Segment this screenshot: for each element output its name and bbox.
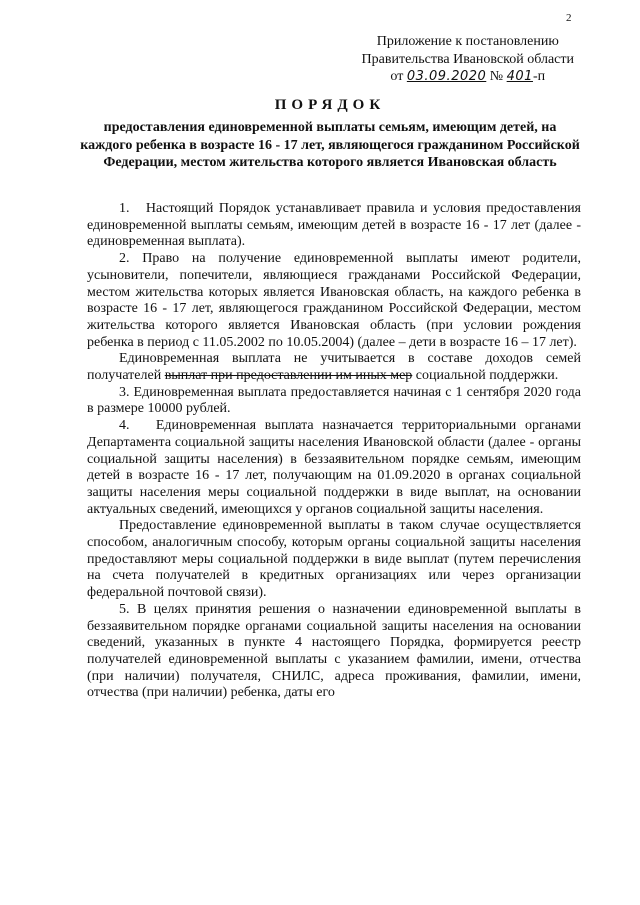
- paragraph-2: 2. Право на получение единовременной выплаты имеют родители, усыновители, попечители, являющиеся гражданами Российской Федерации, местом жительства которых является Ивановская область, на каждого ребенка в возрасте 16 - 17 лет, являющегося гражданином Российской Федерации, местом жительства которого является Ивановская область (при условии рождения ребенка в период с 11.05.2002 по 10.05.2004) (далее – дети в возрасте 16 – 17 лет).: [87, 251, 581, 350]
- paragraph-5: 4. Единовременная выплата назначается территориальными органами Департамента социальной защиты населения Ивановской области (далее - органы социальной защиты населения) в беззаявительном порядке семьям, имеющим детей в возрасте 16 - 17 лет, получающим на 01.09.2020 в органах социальной защиты населения меры социальной поддержки в виде выплат, на основании актуальных сведений, имеющихся у органов социальной защиты населения.: [87, 418, 581, 517]
- page-number: 2: [566, 12, 572, 24]
- struck-text: выплат при предоставлении им иных мер: [164, 368, 413, 384]
- title-subtitle: предоставления единовременной выплаты семьям, имеющим детей, на каждого ребенка в возрасте 16 - 17 лет, являющегося гражданином Российской Федерации, местом жительства которого является Ивановская область: [80, 120, 580, 170]
- date-prefix: от: [390, 69, 404, 84]
- paragraph-6: Предоставление единовременной выплаты в таком случае осуществляется способом, аналогичным способу, которым органы социальной защиты населения предоставляют меры социальной поддержки в виде выплат (путем перечисления на счета получателей в кредитных организациях или через организации федеральной почтовой связи).: [87, 518, 581, 601]
- handwritten-date: 03.09.2020: [406, 69, 487, 84]
- appendix-header: [362, 33, 574, 86]
- paragraph-3-end: социальной поддержки.: [415, 368, 559, 384]
- title-heading: ПОРЯДОК: [274, 97, 386, 113]
- paragraph-4: 3. Единовременная выплата предоставляется начиная с 1 сентября 2020 года в размере 10000 рублей.: [87, 384, 581, 417]
- paragraph-3: [87, 351, 581, 384]
- appendix-line-2: Правительства Ивановской области: [361, 51, 574, 67]
- handwritten-number: 401: [506, 69, 533, 84]
- appendix-line-1: Приложение к постановлению: [376, 34, 559, 49]
- number-suffix: -п: [532, 69, 546, 84]
- document-body: [87, 201, 581, 702]
- document-title: [80, 97, 580, 172]
- paragraph-7: 5. В целях принятия решения о назначении единовременной выплаты в беззаявительном порядке органами социальной защиты населения на основании сведений, указанных в пункте 4 настоящего Порядка, формируется реестр получателей единовременной выплаты с указанием фамилии, имени, отчества (при наличии) получателя, СНИЛС, адреса проживания, фамилии, имени, отчества (при наличии) ребенка, даты его: [87, 601, 581, 701]
- paragraph-1: 1. Настоящий Порядок устанавливает правила и условия предоставления единовременной выплаты семьям, имеющим детей в возрасте 16 - 17 лет (далее - единовременная выплата).: [87, 201, 581, 250]
- number-sign: №: [489, 69, 504, 84]
- appendix-date-line: [362, 68, 574, 86]
- paragraph-3-start: Единовременная выплата не учитывается в составе доходов семей получателей: [87, 351, 581, 384]
